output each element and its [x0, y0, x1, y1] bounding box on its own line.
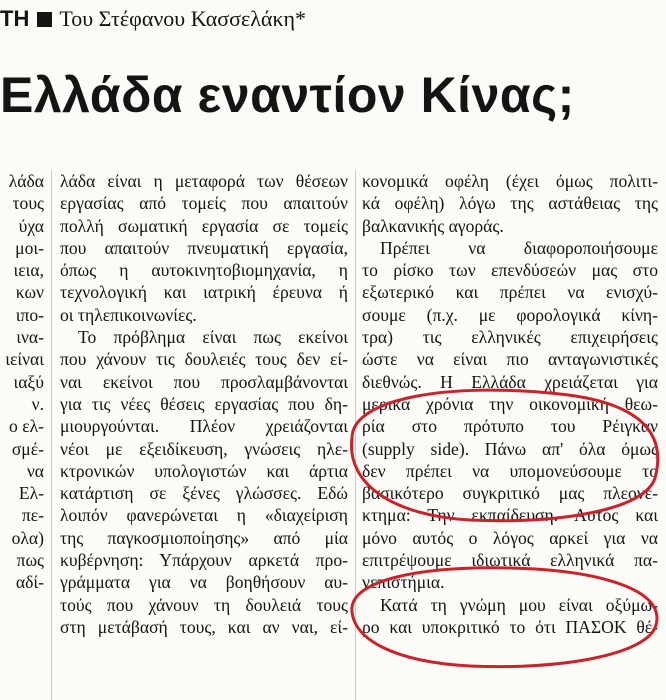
text-line: οι τηλεπικοινωνίες.: [60, 304, 197, 325]
text-line: κτημα: Την εκπαίδευση. Αυτός και: [362, 505, 658, 526]
text-line: νεπιστήμια.: [362, 572, 445, 593]
text-line: τους: [12, 193, 44, 214]
text-line: νέοι με εξειδίκευση, γνώσεις ηλε-: [60, 438, 348, 459]
text-line: διεθνώς. Η Ελλάδα χρειάζεται για: [362, 371, 658, 392]
text-line: βασικότερο συγκριτικό μας πλεονέ-: [362, 483, 658, 504]
text-line: ιπο-: [15, 304, 44, 325]
text-line: για τις νέες θέσεις εργασίας που δη-: [60, 393, 348, 414]
text-line: κονομικά οφέλη (έχει όμως πολιτι-: [362, 171, 658, 191]
column-divider: [355, 170, 356, 700]
text-line: πως: [16, 550, 44, 571]
text-line: πε-: [21, 505, 44, 526]
text-line: σμέ-: [11, 438, 44, 459]
text-line: ινα-: [16, 327, 44, 348]
text-line: να: [26, 460, 44, 481]
text-line: ύχα: [18, 215, 44, 236]
text-line: επιτρέψουμε ιδιωτικά ελληνικά πα-: [362, 550, 658, 571]
headline: Ελλάδα εναντίον Κίνας;: [0, 67, 575, 123]
text-line: ο ελ-: [9, 416, 44, 437]
text-line: κατάρτιση σε ξένες γλώσσες. Εδώ: [60, 483, 348, 504]
text-line: μοι-: [15, 237, 44, 258]
article-column-3: [362, 170, 658, 700]
text-line: ιείναι: [5, 349, 44, 370]
text-line: κων: [15, 282, 44, 303]
text-line: μερικά χρόνια την οικονομική θεω-: [362, 393, 658, 414]
article-column-1: [0, 170, 44, 700]
text-line: λάδα είναι η μεταφορά των θέσεων: [60, 171, 348, 191]
text-line: Το πρόβλημα είναι πως εκείνοι: [78, 327, 348, 348]
text-line: ιαξύ: [13, 371, 44, 392]
text-line: πολλή σωματική εργασία σε τομείς: [60, 215, 348, 236]
column-divider: [51, 170, 52, 700]
text-line: τρα) τις ελληνικές επιχειρήσεις: [362, 327, 658, 348]
text-line: Πρέπει να διαφοροποιήσουμε: [380, 237, 658, 258]
text-line: τούς που χάνουν τη δουλειά τους: [60, 594, 348, 615]
article-column-2: [60, 170, 348, 700]
text-line: που απαιτούν πνευματική εργασία,: [60, 237, 348, 258]
text-line: αδί-: [15, 572, 44, 593]
text-line: δεν πρέπει να υπομονεύσουμε το: [362, 460, 658, 481]
author-byline: Του Στέφανου Κασσελάκη*: [59, 6, 307, 31]
text-line: μόνο αυτός ο λόγος αρκεί για να: [362, 527, 658, 548]
text-line: λοιπόν φανερώνεται η «διαχείριση: [60, 505, 348, 526]
square-bullet-icon: [37, 12, 52, 27]
text-line: ναι εκείνοι που προσλαμβάνονται: [60, 371, 348, 392]
text-line: ολα): [11, 527, 44, 548]
text-line: ιεια,: [13, 260, 44, 281]
text-line: ώστε να είναι πιο ανταγωνιστικές: [362, 349, 658, 370]
text-line: ρο και υποκριτικό το ότι ΠΑΣΟΚ θέ-: [362, 616, 658, 637]
text-line: βαλκανικής αγοράς.: [362, 215, 504, 236]
text-line: (supply side). Πάνω απ' όλα όμως: [362, 438, 658, 459]
text-line: Κατά τη γνώμη μου είναι οξύμω-: [380, 594, 658, 615]
text-line: τεχνολογική και ιατρική έρευνα ή: [60, 282, 348, 303]
text-line: το ρίσκο των επενδύσεών μας στο: [362, 260, 658, 281]
text-line: Ελ-: [18, 483, 44, 504]
text-line: στη μετάβασή τους, και αν ναι, εί-: [60, 616, 348, 637]
section-fragment: ΤΗ: [0, 6, 30, 31]
text-line: που χάνουν τις δουλειές τους δεν εί-: [60, 349, 348, 370]
text-line: όπως η αυτοκινητοβιομηχανία, η: [60, 260, 348, 281]
text-line: λάδα: [8, 171, 44, 191]
text-line: της παγκοσμιοποίησης» από μία: [60, 527, 348, 548]
text-line: κυβέρνηση: Υπάρχουν αρκετά προ-: [60, 550, 348, 571]
text-line: κτρονικών υπολογιστών και άρτια: [60, 460, 348, 481]
text-line: μιουργούνται. Πλέον χρειάζονται: [60, 416, 348, 437]
text-line: γράμματα για να βοηθήσουν αυ-: [60, 572, 348, 593]
text-line: ν.: [31, 393, 44, 414]
text-line: ρία στο πρότυπο του Ρέιγκαν: [362, 416, 658, 437]
byline: [0, 2, 306, 36]
text-line: εξωτερικό και πρέπει να ενισχύ-: [362, 282, 658, 303]
text-line: σουμε (π.χ. με φορολογικά κίνη-: [362, 304, 658, 325]
text-line: κά οφέλη) λόγω της αστάθειας της: [362, 193, 658, 214]
text-line: εργασίας από τομείς που απαιτούν: [60, 193, 348, 214]
